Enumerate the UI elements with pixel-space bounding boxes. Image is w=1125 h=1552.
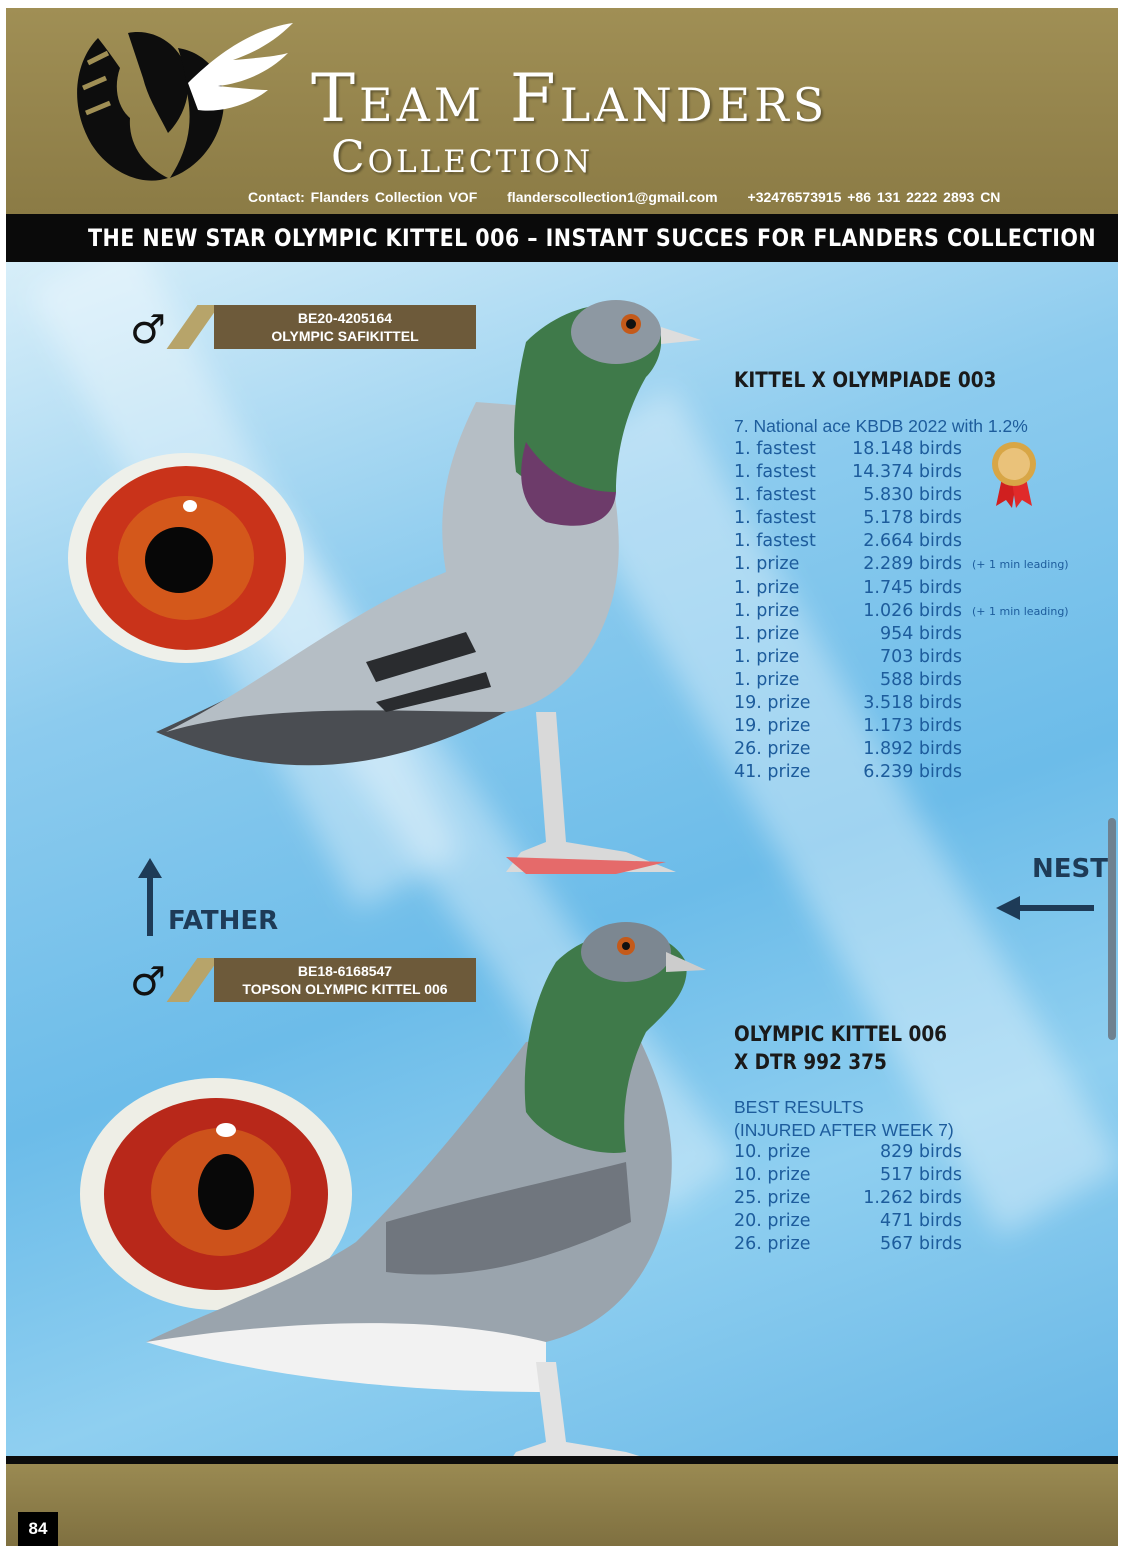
result-birds: 14.374 birds bbox=[852, 462, 962, 483]
headline-text: THE NEW STAR OLYMPIC KITTEL 006 – INSTANT SUCCES FOR FLANDERS COLLECTION bbox=[88, 224, 1097, 252]
result-row bbox=[734, 647, 962, 670]
result-birds: 1.262 birds bbox=[863, 1188, 962, 1209]
result-row bbox=[734, 1165, 962, 1188]
father-name: OLYMPIC SAFIKITTEL bbox=[271, 328, 419, 344]
result-rank: 1. fastest bbox=[734, 439, 816, 459]
father-arrow-label: FATHER bbox=[168, 906, 279, 936]
result-birds: 1.745 birds bbox=[863, 577, 962, 598]
result-rank: 1. prize bbox=[734, 646, 800, 667]
father-ring-tag bbox=[174, 305, 476, 349]
result-rank: 1. fastest bbox=[734, 485, 816, 506]
father-pedigree-text: KITTEL X OLYMPIADE 003 bbox=[734, 368, 997, 392]
result-rank: 1. prize bbox=[734, 600, 800, 621]
result-row bbox=[734, 716, 962, 739]
son-ring-tag bbox=[174, 958, 476, 1002]
result-rank: 10. prize bbox=[734, 1165, 811, 1186]
result-rank: 10. prize bbox=[734, 1142, 811, 1162]
result-row bbox=[734, 693, 962, 716]
contact-line bbox=[248, 189, 1024, 205]
result-birds: 2.289 birds bbox=[863, 554, 962, 575]
result-birds: 703 birds bbox=[879, 646, 962, 667]
result-rank: 1. fastest bbox=[734, 462, 816, 483]
result-birds: 954 birds bbox=[879, 623, 962, 644]
result-rank: 1. prize bbox=[734, 623, 800, 644]
result-row bbox=[734, 508, 962, 531]
best-results-line2: (INJURED AFTER WEEK 7) bbox=[734, 1120, 954, 1141]
result-rank: 26. prize bbox=[734, 739, 811, 760]
father-pigeon-photo bbox=[146, 282, 706, 882]
result-rank: 1. prize bbox=[734, 554, 800, 575]
catalog-page bbox=[6, 8, 1118, 1546]
best-results-heading bbox=[734, 1096, 954, 1142]
result-row bbox=[734, 670, 962, 693]
result-birds: 588 birds bbox=[879, 669, 962, 690]
tag-stripe bbox=[167, 305, 220, 349]
father-pedigree bbox=[734, 368, 1032, 392]
result-rank: 20. prize bbox=[734, 1211, 811, 1232]
result-rank: 25. prize bbox=[734, 1188, 811, 1209]
nest-arrow-label: NEST bbox=[1032, 854, 1108, 884]
photo-background bbox=[6, 262, 1118, 1456]
result-note: (+ 1 min leading) bbox=[972, 558, 1069, 572]
son-results-list bbox=[734, 1142, 962, 1257]
medal-icon bbox=[990, 440, 1038, 510]
son-pedigree bbox=[734, 1020, 976, 1076]
result-rank: 26. prize bbox=[734, 1234, 811, 1255]
son-pedigree-line1: OLYMPIC KITTEL 006 bbox=[734, 1022, 948, 1046]
result-rank: 1. prize bbox=[734, 577, 800, 598]
male-symbol: ♂ bbox=[130, 959, 166, 1005]
brand-title: Team Flanders bbox=[311, 60, 829, 137]
contact-phones: +32476573915 +86 131 2222 2893 CN bbox=[747, 189, 1001, 205]
father-results-list bbox=[734, 439, 1069, 785]
result-birds: 471 birds bbox=[879, 1211, 962, 1232]
result-rank: 1. fastest bbox=[734, 508, 816, 529]
result-birds: 1.892 birds bbox=[863, 739, 962, 760]
result-row bbox=[734, 762, 962, 785]
result-birds: 2.664 birds bbox=[863, 531, 962, 552]
result-row bbox=[734, 1234, 962, 1257]
result-rank: 41. prize bbox=[734, 762, 811, 783]
contact-email[interactable]: flanderscollection1@gmail.com bbox=[507, 189, 718, 205]
result-rank: 1. fastest bbox=[734, 531, 816, 552]
result-row bbox=[734, 624, 962, 647]
result-rank: 19. prize bbox=[734, 693, 811, 714]
result-row bbox=[734, 485, 962, 508]
result-rank: 19. prize bbox=[734, 716, 811, 737]
result-row bbox=[734, 439, 962, 462]
male-symbol: ♂ bbox=[130, 307, 166, 353]
son-name: TOPSON OLYMPIC KITTEL 006 bbox=[242, 981, 448, 997]
son-pedigree-line2: X DTR 992 375 bbox=[734, 1050, 887, 1074]
result-row bbox=[734, 554, 1069, 577]
result-birds: 18.148 birds bbox=[852, 439, 962, 459]
result-birds: 829 birds bbox=[879, 1142, 962, 1162]
national-ace-result: 7. National ace KBDB 2022 with 1.2% bbox=[734, 416, 1028, 436]
result-row bbox=[734, 578, 962, 601]
tag-stripe bbox=[167, 958, 220, 1002]
result-note: (+ 1 min leading) bbox=[972, 604, 1069, 618]
result-birds: 1.173 birds bbox=[863, 716, 962, 737]
result-birds: 517 birds bbox=[879, 1165, 962, 1186]
result-rank: 1. prize bbox=[734, 669, 800, 690]
result-row bbox=[734, 600, 1069, 624]
son-ring-number: BE18-6168547 bbox=[297, 963, 393, 979]
result-birds: 1.026 birds bbox=[863, 600, 962, 621]
scrollbar-thumb[interactable] bbox=[1108, 818, 1116, 1040]
brand-subtitle: Collection bbox=[331, 132, 594, 183]
page-number: 84 bbox=[18, 1512, 58, 1546]
son-ring-label bbox=[214, 958, 476, 998]
header-banner bbox=[6, 8, 1118, 214]
result-birds: 6.239 birds bbox=[863, 762, 962, 783]
father-ring-label bbox=[214, 305, 476, 345]
son-pigeon-photo bbox=[126, 922, 726, 1456]
lion-wing-logo bbox=[58, 18, 298, 198]
result-row bbox=[734, 739, 962, 762]
result-birds: 5.178 birds bbox=[863, 508, 962, 529]
best-results-line1: BEST RESULTS bbox=[734, 1097, 864, 1117]
result-row bbox=[734, 462, 962, 485]
father-ring-number: BE20-4205164 bbox=[297, 310, 393, 326]
result-row bbox=[734, 1188, 962, 1211]
result-birds: 567 birds bbox=[879, 1234, 962, 1255]
footer-band bbox=[6, 1456, 1118, 1546]
left-arrow-icon bbox=[996, 896, 1094, 920]
result-row bbox=[734, 1211, 962, 1234]
result-row bbox=[734, 531, 962, 554]
result-row bbox=[734, 1142, 962, 1165]
page-headline bbox=[6, 214, 1118, 262]
contact-label: Contact: Flanders Collection VOF bbox=[248, 189, 478, 205]
result-birds: 5.830 birds bbox=[863, 485, 962, 506]
result-birds: 3.518 birds bbox=[863, 693, 962, 714]
